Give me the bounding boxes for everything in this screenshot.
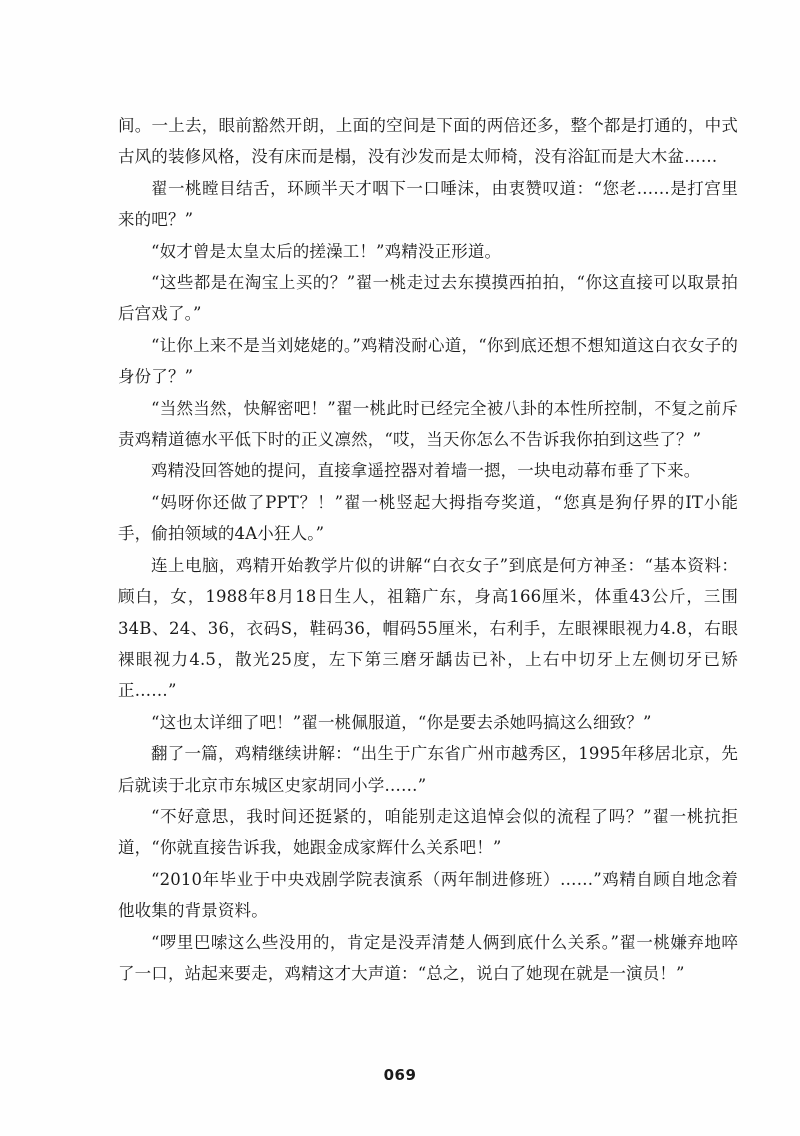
paragraph-3: “奴才曾是太皇太后的搓澡工！”鸡精没正形道。 bbox=[151, 241, 502, 261]
paragraph-7: 鸡精没回答她的提问，直接拿遥控器对着墙一摁，一块电动幕布垂了下来。 bbox=[151, 461, 701, 481]
paragraph-2: 翟一桃瞠目结舌，环顾半天才咽下一口唾沫，由衷赞叹道：“您老……是打宫里来的吧？” bbox=[118, 178, 738, 230]
paragraph-9: 连上电脑，鸡精开始教学片似的讲解“白衣女子”到底是何方神圣：“基本资料：顾白，女，1988年8月18日生人，祖籍广东，身高166厘米，体重43公斤，三围34B、24、36，衣码S，鞋码36，帽码55厘米，右利手，左眼裸眼视力4.8，右眼裸眼视力4.5，散光25度，左下第三磨牙龋齿已补，上右中切牙上左侧切牙已矫正……” bbox=[118, 555, 738, 701]
paragraph-11: 翻了一篇，鸡精继续讲解：“出生于广东省广州市越秀区，1995年移居北京，先后就读于北京市东城区史家胡同小学……” bbox=[118, 744, 738, 795]
paragraph-12: “不好意思，我时间还挺紧的，咱能别走这追悼会似的流程了吗？”翟一桃抗拒道，“你就直接告诉我，她跟金成家辉什么关系吧！” bbox=[118, 806, 738, 858]
paragraph-8: “妈呀你还做了PPT？！”翟一桃竖起大拇指夸奖道，“您真是狗仔界的IT小能手，偷拍领域的4A小狂人。” bbox=[118, 492, 738, 544]
page-number: 069 bbox=[383, 1066, 417, 1084]
paragraph-10: “这也太详细了吧！”翟一桃佩服道，“你是要去杀她吗搞这么细致？” bbox=[151, 712, 652, 732]
paragraph-4: “这些都是在淘宝上买的？”翟一桃走过去东摸摸西拍拍，“你这直接可以取景拍后宫戏了。” bbox=[118, 273, 738, 324]
paragraph-13: “2010年毕业于中央戏剧学院表演系（两年制进修班）……”鸡精自顾自地念着他收集的背景资料。 bbox=[118, 869, 738, 921]
paragraph-6: “当然当然，快解密吧！”翟一桃此时已经完全被八卦的本性所控制，不复之前斥责鸡精道德水平低下时的正义凛然，“哎，当天你怎么不告诉我你拍到这些了？” bbox=[118, 398, 738, 450]
paragraph-5: “让你上来不是当刘姥姥的。”鸡精没耐心道，“你到底还想不想知道这白衣女子的身份了？” bbox=[118, 335, 738, 387]
paragraph-1: 间。一上去，眼前豁然开朗，上面的空间是下面的两倍还多，整个都是打通的，中式古风的装修风格，没有床而是榻，没有沙发而是太师椅，没有浴缸而是大木盆…… bbox=[118, 116, 738, 167]
paragraph-14: “啰里巴嗦这么些没用的，肯定是没弄清楚人俩到底什么关系。”翟一桃嫌弃地啐了一口，站起来要走，鸡精这才大声道：“总之，说白了她现在就是一演员！” bbox=[118, 932, 738, 983]
body-text bbox=[118, 110, 738, 989]
